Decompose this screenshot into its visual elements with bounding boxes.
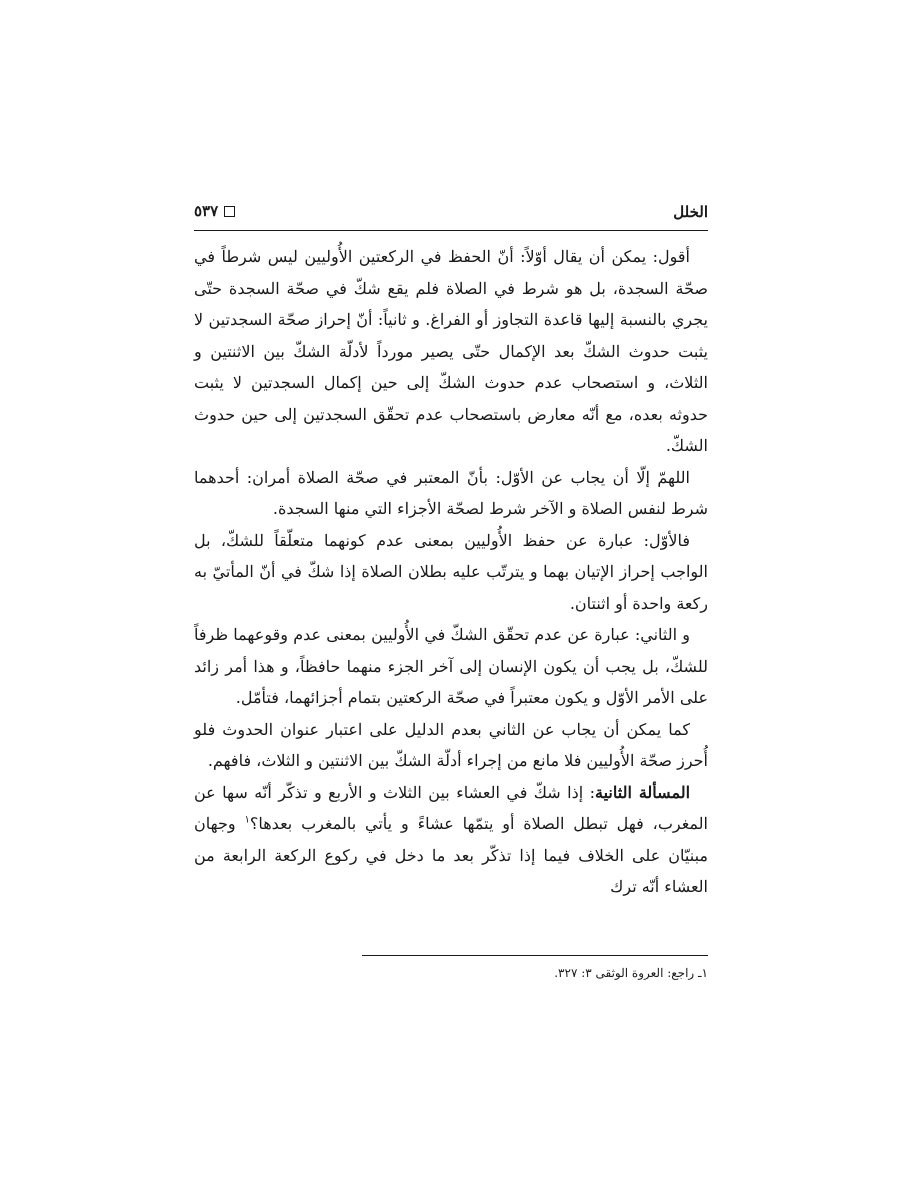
issue-heading: المسألة الثانية [595, 782, 691, 802]
paragraph-4 [194, 619, 708, 714]
page-number [194, 202, 235, 220]
footnote-rule [362, 955, 708, 956]
paragraph-text: فالأوّل: عبارة عن حفظ الأُوليين بمعنى عدم كونهما متعلّقاً للشكّ، بل الواجب إحراز الإتيان بهما و يترتّب عليه بطلان الصلاة إذا شكّ في أنّ المأتيّ به ركعة واحدة أو اثنتان. [194, 530, 708, 613]
paragraph-text: أقول: يمكن أن يقال أوّلاً: أنّ الحفظ في الركعتين الأُوليين ليس شرطاً في صحّة السجدة، بل هو شرط في الصلاة فلم يقع شكّ في صحّة السجدة حتّى يجري بالنسبة إليها قاعدة التجاوز أو الفراغ. و ثانياً: أنّ إحراز صحّة السجدتين لا يثبت حدوث الشكّ بعد الإكمال حتّى يصير مورداً لأدلّة الشكّ بين الاثنتين و الثلاث، و استصحاب عدم حدوث الشكّ إلى حين إكمال السجدتين لا يثبت حدوثه بعده، مع أنّه معارض باستصحاب عدم تحقّق السجدتين إلى حين حدوث الشكّ. [194, 247, 708, 455]
paragraph-2 [194, 462, 708, 525]
paragraph-text: كما يمكن أن يجاب عن الثاني بعدم الدليل على اعتبار عنوان الحدوث فلو أُحرز صحّة الأُوليين فلا مانع من إجراء أدلّة الشكّ بين الاثنتين و الثلاث، فافهم. [194, 719, 708, 770]
body-text [194, 241, 708, 903]
footnote-marker: ١ [244, 814, 250, 826]
page-number-text: ٥٣٧ [194, 202, 219, 220]
paragraph-text: اللهمّ إلّا أن يجاب عن الأوّل: بأنّ المعتبر في صحّة الصلاة أمران: أحدهما شرط لنفس الصلاة و الآخر شرط لصحّة الأجزاء التي منها السجدة. [194, 467, 708, 518]
header-rule [194, 230, 708, 231]
footnote-1: ١ـ راجع: العروة الوثقى ٣: ٣٢٧. [554, 966, 708, 980]
running-header [194, 200, 708, 228]
paragraph-3 [194, 525, 708, 620]
chapter-title: الخلل [673, 203, 708, 221]
paragraph-6 [194, 777, 708, 903]
paragraph-5 [194, 714, 708, 777]
paragraph-text-continued: وجهان مبنيّان على الخلاف فيما إذا تذكّر بعد ما دخل في ركوع الركعة الرابعة من العشاء أنّه ترك [194, 814, 708, 896]
paragraph-text: و الثاني: عبارة عن عدم تحقّق الشكّ في الأُوليين بمعنى عدم وقوعهما ظرفاً للشكّ، بل يجب أن يكون الإنسان إلى آخر الجزء منهما حافظاً، و هذا أمر زائد على الأمر الأوّل و يكون معتبراً في صحّة الركعتين بتمام أجزائهما، فتأمّل. [194, 625, 708, 707]
paragraph-text: : إذا شكّ في العشاء بين الثلاث و الأربع و تذكّر أنّه سها عن المغرب، فهل تبطل الصلاة أو يتمّها عشاءً و يأتي بالمغرب بعدها؟ [194, 782, 709, 833]
paragraph-1 [194, 241, 708, 462]
square-box-icon [224, 206, 235, 217]
